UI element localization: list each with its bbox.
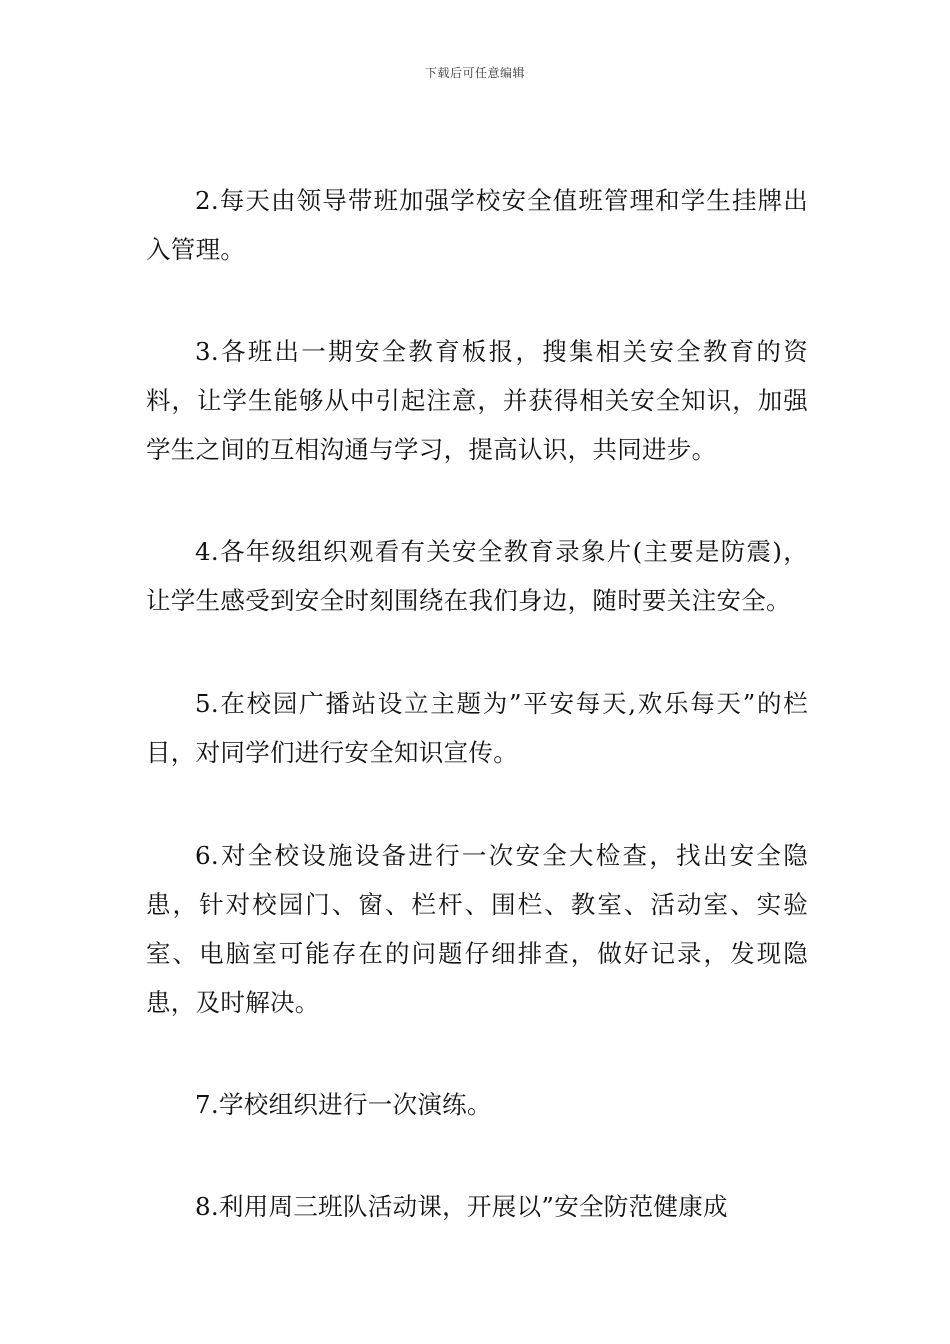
- paragraph-item-6: 6.对全校设施设备进行一次安全大检查，找出安全隐患，针对校园门、窗、栏杆、围栏、教室、活动室、实验室、电脑室可能存在的问题仔细排查，做好记录，发现隐患，及时解决。: [146, 841, 808, 1017]
- paragraph-item-2: 2.每天由领导带班加强学校安全值班管理和学生挂牌出入管理。: [146, 186, 808, 264]
- paragraph-item-7: 7.学校组织进行一次演练。: [195, 1090, 492, 1119]
- page-header: 下载后可任意编辑: [424, 66, 525, 80]
- paragraph-item-3: 3.各班出一期安全教育板报，搜集相关安全教育的资料，让学生能够从中引起注意，并获得相关安全知识，加强学生之间的互相沟通与学习，提高认识，共同进步。: [146, 337, 808, 464]
- paragraph-item-8: 8.利用周三班队活动课，开展以”安全防范健康成: [195, 1192, 728, 1221]
- paragraph-item-5: 5.在校园广播站设立主题为”平安每天,欢乐每天”的栏目，对同学们进行安全知识宣传。: [146, 689, 808, 767]
- document-body: [146, 176, 808, 1231]
- paragraph-item-4: 4.各年级组织观看有关安全教育录象片(主要是防震)，让学生感受到安全时刻围绕在我们身边，随时要关注安全。: [146, 537, 808, 615]
